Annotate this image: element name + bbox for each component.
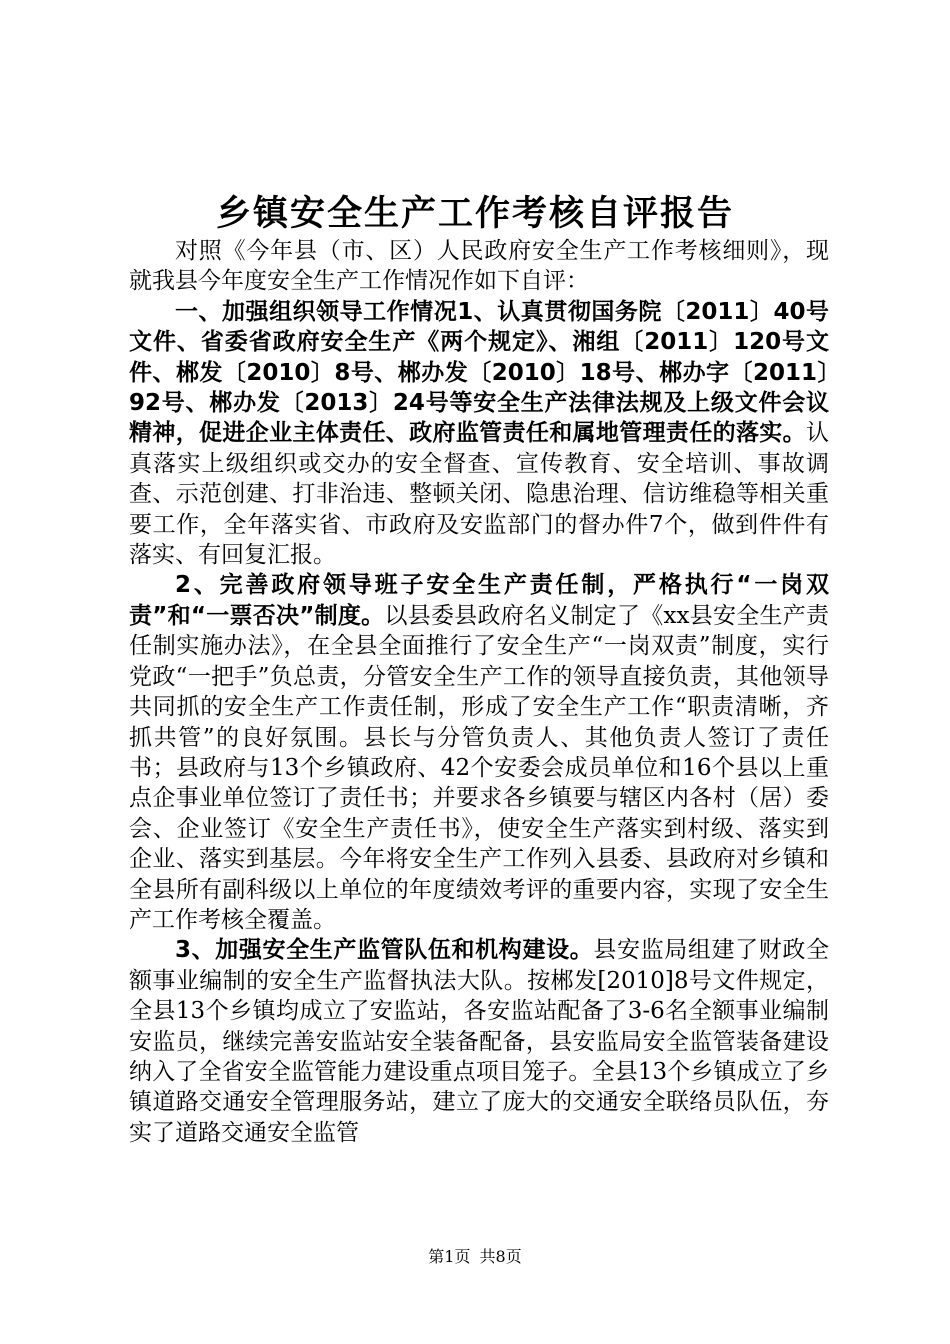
section-2-text: 以县委县政府名义制定了《xx县安全生产责任制实施办法》，在全县全面推行了安全生产“一岗双责”制度，实行党政“一把手”负总责，分管安全生产工作的领导直接负责，其他领导共同抓的安全生产工作责任制，形成了安全生产工作“职责清晰，齐抓共管”的良好氛围。县长与分管负责人、其他负责人签订了责任书；县政府与13个乡镇政府、42个安委会成员单位和16个县以上重点企事业单位签订了责任书；并要求各乡镇要与辖区内各村（居）委会、企业签订《安全生产责任书》，使安全生产落实到村级、落实到企业、落实到基层。今年将安全生产工作列入县委、县政府对乡镇和全县所有副科级以上单位的年度绩效考评的重要内容，实现了安全生产工作考核全覆盖。 — [129, 602, 829, 933]
page-footer — [0, 1244, 950, 1267]
intro-paragraph: 对照《今年县（市、区）人民政府安全生产工作考核细则》，现就我县今年度安全生产工作情况作如下自评： — [129, 238, 829, 295]
section-2-heading: 2、完善政府领导班子安全生产责任制，严格执行“一岗双责”和“一票否决”制度。 — [129, 572, 829, 629]
section-1-paragraph — [129, 297, 829, 571]
section-3-paragraph — [129, 935, 829, 1148]
section-3-text: 县安监局组建了财政全额事业编制的安全生产监督执法大队。按郴发[2010]8号文件规定，全县13个乡镇均成立了安监站，各安监站配备了3-6名全额事业编制安监员，继续完善安监站安全装备配备，县安监局安全监管装备建设纳入了全省安全监管能力建设重点项目笼子。全县13个乡镇成立了乡镇道路交通安全管理服务站，建立了庞大的交通安全联络员队伍，夯实了道路交通安全监管 — [129, 937, 829, 1146]
section-1-text: 认真落实上级组织或交办的安全督查、宣传教育、安全培训、事故调查、示范创建、打非治违、整顿关闭、隐患治理、信访维稳等相关重要工作，全年落实省、市政府及安监部门的督办件7个，做到件件有落实、有回复汇报。 — [129, 420, 829, 569]
document-body — [129, 236, 829, 1148]
section-1-heading: 一、加强组织领导工作情况1、认真贯彻国务院〔2011〕40号文件、省委省政府安全生产《两个规定》、湘组〔2011〕120号文件、郴发〔2010〕8号、郴办发〔2010〕18号、郴办字〔2011〕92号、郴办发〔2013〕24号等安全生产法律法规及上级文件会议精神，促进企业主体责任、政府监管责任和属地管理责任的落实。 — [129, 298, 829, 447]
section-2-paragraph — [129, 570, 829, 935]
page-number: 第1页 — [428, 1247, 471, 1266]
page-total: 共8页 — [479, 1247, 522, 1266]
document-title: 乡镇安全生产工作考核自评报告 — [215, 193, 734, 234]
section-3-heading: 3、加强安全生产监管队伍和机构建设。 — [175, 937, 594, 964]
